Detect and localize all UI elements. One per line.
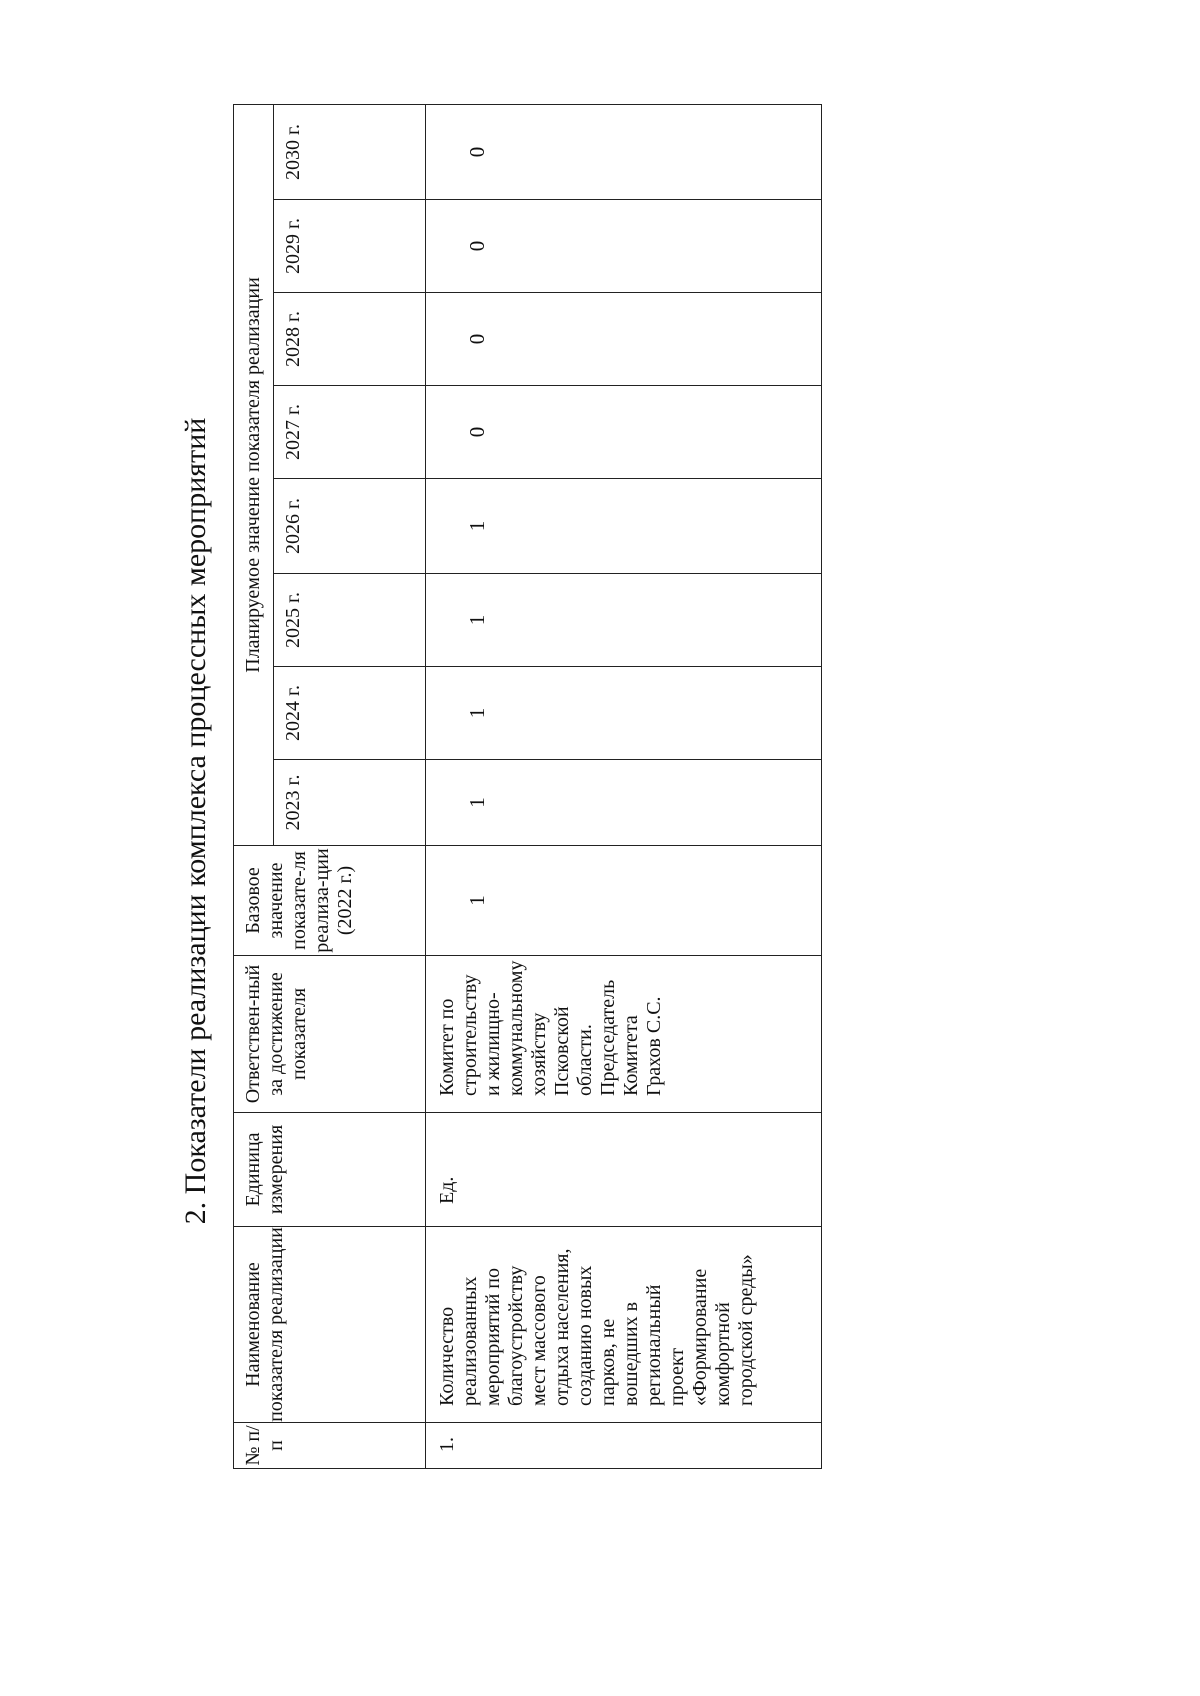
row-num: 1. [426,1423,822,1469]
header-planned: Планируемое значение показателя реализации [234,104,274,845]
header-year: 2029 г. [274,200,426,293]
header-year: 2026 г. [274,479,426,574]
header-base: Базовое значение показате-ля реализа-ции (2022 г.) [234,846,426,956]
row-base: 1 [426,846,822,956]
row-responsible: Комитет по строительству и жилищно-коммунальному хозяйству Псковской области. Председатель Комитета Грахов С.С. [426,956,822,1113]
row-value: 1 [426,760,822,846]
header-year: 2030 г. [274,104,426,199]
indicators-table [233,104,822,1469]
table-row [426,104,822,1468]
header-year: 2025 г. [274,574,426,667]
row-value: 0 [426,200,822,293]
row-name: Количество реализованных мероприятий по благоустройству мест массового отдыха населения, созданию новых парков, не вошедших в региональный проект «Формирование комфортной городской среды» [426,1227,822,1423]
header-year: 2024 г. [274,667,426,760]
header-row-1 [234,104,274,1468]
header-year: 2028 г. [274,293,426,386]
row-value: 1 [426,667,822,760]
row-value: 0 [426,386,822,479]
header-unit: Единица измерения [234,1113,426,1227]
row-value: 0 [426,104,822,199]
header-name: Наименование показателя реализации [234,1227,426,1423]
row-value: 1 [426,574,822,667]
header-year: 2027 г. [274,386,426,479]
header-num: № п/п [234,1423,426,1469]
page-title: 2. Показатели реализации комплекса процессных мероприятий [179,417,212,1225]
row-value: 1 [426,479,822,574]
row-value: 0 [426,293,822,386]
row-unit: Ед. [426,1113,822,1227]
header-responsible: Ответствен-ный за достижение показателя [234,956,426,1113]
header-year: 2023 г. [274,760,426,846]
